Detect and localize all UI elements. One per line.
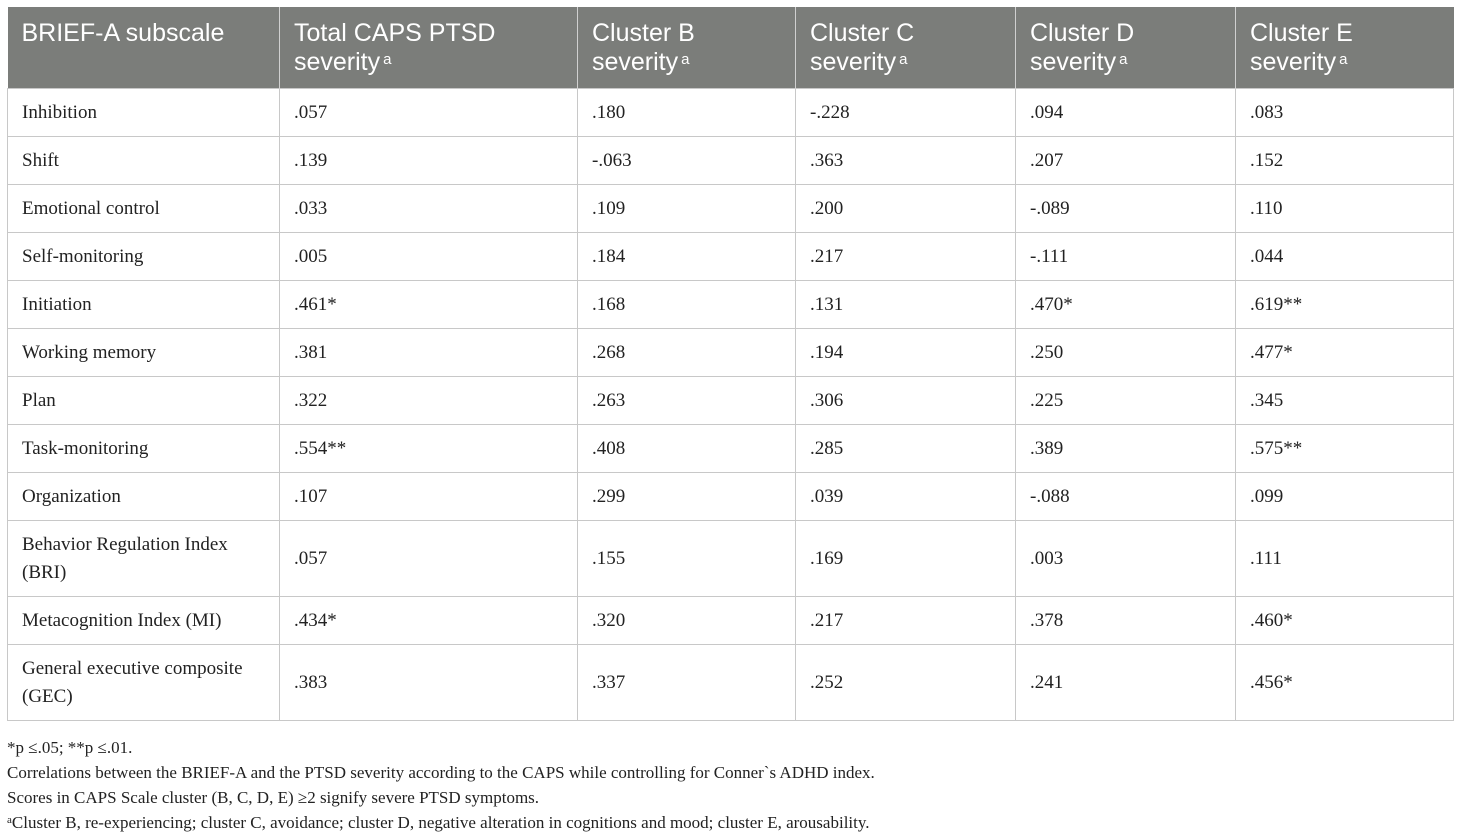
header-row — [8, 7, 1454, 89]
column-header-label: Cluster B severity — [592, 19, 695, 76]
correlation-cell: .169 — [796, 521, 1016, 597]
correlation-cell: .345 — [1236, 377, 1454, 425]
correlation-cell: .434* — [280, 597, 578, 645]
correlation-cell: .033 — [280, 185, 578, 233]
table-row — [8, 645, 1454, 721]
subscale-cell: Metacognition Index (MI) — [8, 597, 280, 645]
subscale-cell: Inhibition — [8, 89, 280, 137]
correlation-cell: -.063 — [578, 137, 796, 185]
column-header — [8, 7, 280, 89]
correlation-cell: .057 — [280, 89, 578, 137]
correlation-cell: -.111 — [1016, 233, 1236, 281]
footnote-cluster-mark: a — [7, 814, 12, 826]
correlation-cell: .194 — [796, 329, 1016, 377]
correlation-table — [7, 7, 1454, 721]
correlation-cell: .250 — [1016, 329, 1236, 377]
footnote-scores: Scores in CAPS Scale cluster (B, C, D, E) ≥2 signify severe PTSD symptoms. — [7, 788, 540, 807]
subscale-cell: Working memory — [8, 329, 280, 377]
correlation-cell: .200 — [796, 185, 1016, 233]
correlation-cell: .381 — [280, 329, 578, 377]
correlation-cell: -.228 — [796, 89, 1016, 137]
correlation-cell: .306 — [796, 377, 1016, 425]
table-header — [8, 7, 1454, 89]
correlation-cell: .005 — [280, 233, 578, 281]
table-row — [8, 281, 1454, 329]
subscale-cell: Organization — [8, 473, 280, 521]
column-header-label: BRIEF-A subscale — [21, 19, 225, 47]
correlation-cell: .389 — [1016, 425, 1236, 473]
table-row — [8, 233, 1454, 281]
footnote-clusters — [7, 810, 1453, 835]
table-row — [8, 521, 1454, 597]
correlation-cell: .268 — [578, 329, 796, 377]
correlation-cell: .110 — [1236, 185, 1454, 233]
subscale-cell: Initiation — [8, 281, 280, 329]
table-body — [8, 89, 1454, 721]
table-row — [8, 185, 1454, 233]
column-header-footnote-mark: a — [899, 51, 908, 68]
correlation-cell: .217 — [796, 233, 1016, 281]
subscale-cell: Plan — [8, 377, 280, 425]
footnote-clusters-text: Cluster B, re-experiencing; cluster C, avoidance; cluster D, negative alteration in cognitions and mood; cluster E, arousability. — [11, 813, 870, 832]
correlation-cell: .575** — [1236, 425, 1454, 473]
column-header — [796, 7, 1016, 89]
correlation-cell: .083 — [1236, 89, 1454, 137]
subscale-cell: Behavior Regulation Index (BRI) — [8, 521, 280, 597]
correlation-cell: .155 — [578, 521, 796, 597]
table-row — [8, 473, 1454, 521]
table-row — [8, 597, 1454, 645]
table-footnotes — [7, 735, 1453, 835]
correlation-cell: .152 — [1236, 137, 1454, 185]
correlation-cell: .094 — [1016, 89, 1236, 137]
subscale-cell: Task-monitoring — [8, 425, 280, 473]
correlation-cell: .180 — [578, 89, 796, 137]
table-row — [8, 89, 1454, 137]
correlation-cell: .184 — [578, 233, 796, 281]
correlation-cell: .461* — [280, 281, 578, 329]
footnote-significance: *p ≤.05; **p ≤.01. — [7, 738, 133, 757]
correlation-cell: .217 — [796, 597, 1016, 645]
column-header — [1016, 7, 1236, 89]
table-row — [8, 425, 1454, 473]
correlation-cell: .044 — [1236, 233, 1454, 281]
column-header-footnote-mark: a — [1339, 51, 1348, 68]
subscale-cell: General executive composite (GEC) — [8, 645, 280, 721]
correlation-cell: .057 — [280, 521, 578, 597]
correlation-cell: .456* — [1236, 645, 1454, 721]
column-header-footnote-mark: a — [383, 51, 392, 68]
correlation-cell: .470* — [1016, 281, 1236, 329]
correlation-cell: .252 — [796, 645, 1016, 721]
correlation-cell: .363 — [796, 137, 1016, 185]
correlation-cell: .460* — [1236, 597, 1454, 645]
column-header-label: Cluster C severity — [810, 19, 915, 76]
column-header-footnote-mark: a — [681, 51, 690, 68]
correlation-cell: .225 — [1016, 377, 1236, 425]
correlation-cell: .168 — [578, 281, 796, 329]
correlation-cell: .322 — [280, 377, 578, 425]
table-row — [8, 377, 1454, 425]
column-header — [1236, 7, 1454, 89]
correlation-cell: .383 — [280, 645, 578, 721]
subscale-cell: Self-monitoring — [8, 233, 280, 281]
column-header-label: Total CAPS PTSD severity — [294, 19, 496, 76]
correlation-cell: -.089 — [1016, 185, 1236, 233]
correlation-cell: .337 — [578, 645, 796, 721]
column-header-label: Cluster D severity — [1030, 19, 1135, 76]
correlation-cell: -.088 — [1016, 473, 1236, 521]
column-header-label: Cluster E severity — [1250, 19, 1353, 76]
correlation-cell: .107 — [280, 473, 578, 521]
correlation-cell: .554** — [280, 425, 578, 473]
correlation-cell: .263 — [578, 377, 796, 425]
correlation-cell: .109 — [578, 185, 796, 233]
footnote-description: Correlations between the BRIEF-A and the PTSD severity according to the CAPS while controlling for Conner`s ADHD index. — [7, 763, 875, 782]
correlation-cell: .139 — [280, 137, 578, 185]
correlation-cell: .207 — [1016, 137, 1236, 185]
subscale-cell: Emotional control — [8, 185, 280, 233]
correlation-cell: .099 — [1236, 473, 1454, 521]
table-container — [7, 7, 1453, 721]
correlation-cell: .285 — [796, 425, 1016, 473]
correlation-cell: .477* — [1236, 329, 1454, 377]
table-row — [8, 137, 1454, 185]
correlation-cell: .039 — [796, 473, 1016, 521]
correlation-cell: .408 — [578, 425, 796, 473]
correlation-cell: .299 — [578, 473, 796, 521]
correlation-cell: .619** — [1236, 281, 1454, 329]
table-row — [8, 329, 1454, 377]
correlation-cell: .320 — [578, 597, 796, 645]
correlation-cell: .111 — [1236, 521, 1454, 597]
correlation-cell: .241 — [1016, 645, 1236, 721]
column-header-footnote-mark: a — [1119, 51, 1128, 68]
correlation-cell: .131 — [796, 281, 1016, 329]
correlation-cell: .003 — [1016, 521, 1236, 597]
column-header — [578, 7, 796, 89]
correlation-cell: .378 — [1016, 597, 1236, 645]
subscale-cell: Shift — [8, 137, 280, 185]
column-header — [280, 7, 578, 89]
